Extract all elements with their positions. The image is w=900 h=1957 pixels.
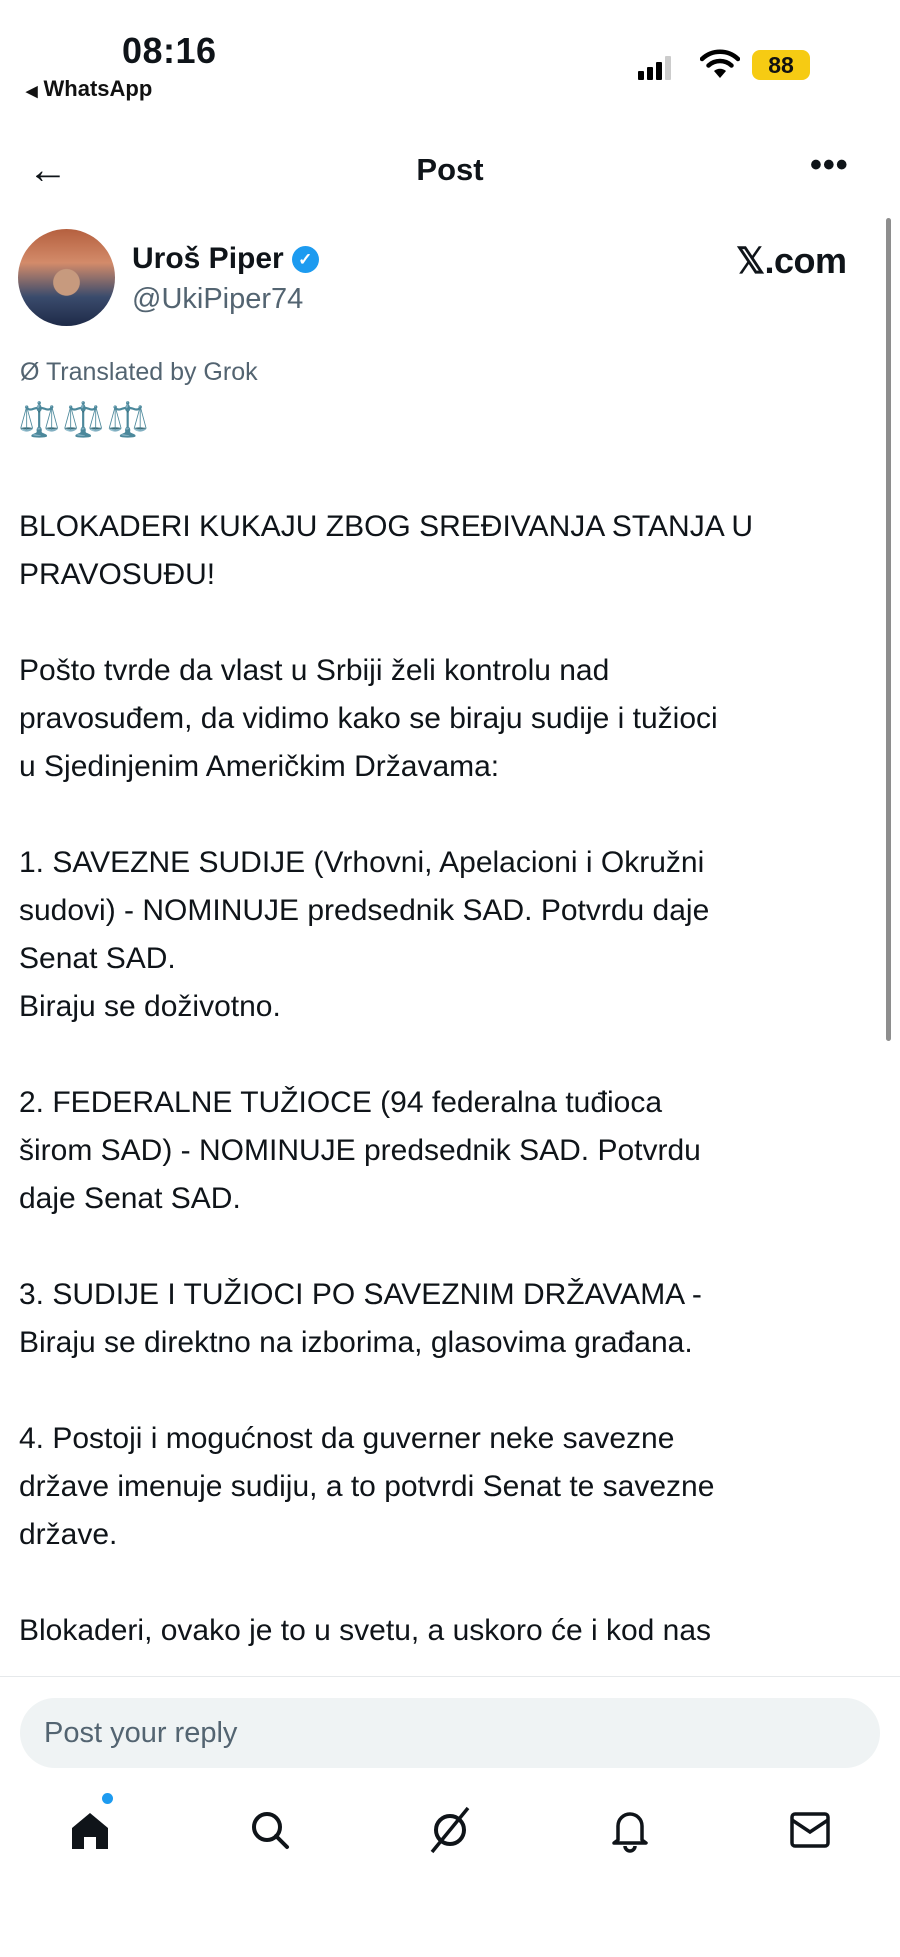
post-line: BLOKADERI KUKAJU ZBOG SREĐIVANJA STANJA U — [19, 510, 754, 543]
post-line: Senat SAD. — [19, 942, 176, 975]
post-line: 4. Postoji i mogućnost da guverner neke savezne — [19, 1422, 675, 1455]
bell-icon — [608, 1806, 652, 1854]
paragraph-gap — [19, 1031, 879, 1079]
home-icon — [68, 1808, 112, 1852]
signal-icon — [638, 56, 671, 80]
back-arrow-icon[interactable]: ← — [28, 148, 68, 192]
paragraph-gap — [19, 1367, 879, 1415]
nav-messages[interactable] — [780, 1800, 840, 1860]
post-line: države imenuje sudiju, a to potvrdi Senat te savezne — [19, 1470, 715, 1503]
page-title: Post — [416, 152, 484, 187]
notification-dot — [102, 1793, 113, 1804]
back-app-label: WhatsApp — [43, 76, 153, 101]
post-line: Pošto tvrde da vlast u Srbiji želi kontrolu nad — [19, 654, 610, 687]
author-name-row[interactable] — [132, 242, 319, 276]
back-triangle-icon: ◀ — [26, 83, 38, 100]
post-line: širom SAD) - NOMINUJE predsednik SAD. Potvrdu — [19, 1134, 701, 1167]
post-line: 1. SAVEZNE SUDIJE (Vrhovni, Apelacioni i Okružni — [19, 846, 705, 879]
reply-input[interactable]: Post your reply — [20, 1698, 880, 1768]
paragraph-gap — [19, 599, 879, 647]
nav-home[interactable] — [60, 1800, 120, 1860]
paragraph-gap — [19, 1559, 879, 1607]
paragraph-gap — [19, 791, 879, 839]
mail-icon — [788, 1808, 832, 1852]
post-line: države. — [19, 1518, 118, 1551]
scrollbar[interactable] — [886, 218, 891, 1041]
status-time: 08:16 — [122, 30, 217, 71]
grok-icon: Ø — [20, 358, 46, 386]
translated-by-grok[interactable] — [20, 358, 258, 387]
author-name[interactable]: Uroš Piper — [132, 242, 284, 275]
post-line: Biraju se doživotno. — [19, 990, 281, 1023]
watermark-x-com: 𝕏.com — [736, 240, 847, 281]
more-options-icon[interactable]: ••• — [810, 146, 849, 184]
post-line: PRAVOSUĐU! — [19, 558, 216, 591]
paragraph-gap — [19, 1223, 879, 1271]
post-line: 2. FEDERALNE TUŽIOCE (94 federalna tuđioca — [19, 1086, 663, 1119]
author-handle[interactable]: @UkiPiper74 — [132, 283, 304, 315]
search-icon — [248, 1808, 292, 1852]
avatar[interactable] — [18, 229, 115, 326]
battery-indicator: 88 — [752, 50, 810, 80]
back-to-app-link[interactable] — [26, 76, 152, 102]
post-line: sudovi) - NOMINUJE predsednik SAD. Potvrdu daje — [19, 894, 710, 927]
post-line: u Sjedinjenim Američkim Državama: — [19, 750, 500, 783]
post-line: daje Senat SAD. — [19, 1182, 241, 1215]
post-body — [19, 503, 879, 1655]
verified-badge-icon: ✓ — [292, 246, 319, 273]
nav-notifications[interactable] — [600, 1800, 660, 1860]
nav-grok[interactable] — [420, 1800, 480, 1860]
nav-search[interactable] — [240, 1800, 300, 1860]
post-line: Biraju se direktno na izborima, glasovima građana. — [19, 1326, 693, 1359]
post-line: pravosuđem, da vidimo kako se biraju sudije i tužioci — [19, 702, 718, 735]
post-line: 3. SUDIJE I TUŽIOCI PO SAVEZNIM DRŽAVAMA - — [19, 1278, 702, 1311]
wifi-icon — [700, 48, 740, 85]
post-line: Blokaderi, ovako je to u svetu, a uskoro će i kod nas — [19, 1614, 712, 1647]
translated-label: Translated by Grok — [45, 358, 258, 386]
grok-icon — [426, 1804, 474, 1856]
scales-emoji: ⚖️⚖️⚖️ — [18, 401, 152, 439]
